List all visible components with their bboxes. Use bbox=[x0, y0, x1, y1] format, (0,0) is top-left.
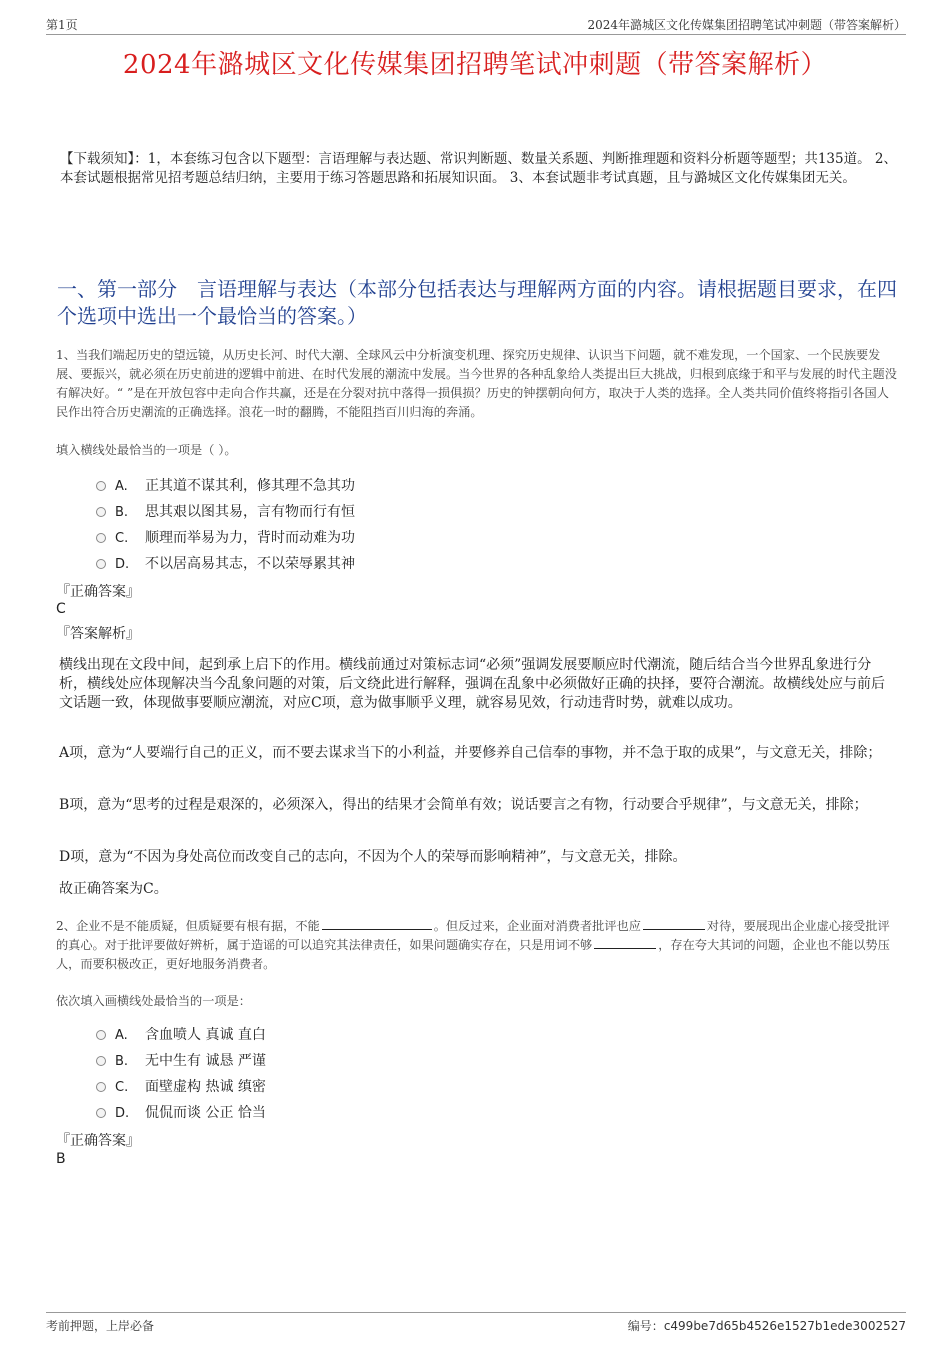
q1-option-b[interactable]: B. 思其艰以图其易，言有物而行有恒 bbox=[96, 499, 355, 525]
q1-analysis-para: 横线出现在文段中间，起到承上启下的作用。横线前通过对策标志词“必须”强调发展要顺应时代潮流，随后结合当今世界乱象进行分析，横线处应体现解决当今乱象问题的对策，后文绕此进行解释，强调在乱象中必须做好正确的抉择，要符合潮流。故横线处应与前后文话题一致，体现做事要顺应潮流，对应C项，意为做事顺乎义理，就容易见效，行动违背时势，就难以成功。 bbox=[59, 657, 885, 711]
page-header bbox=[46, 14, 906, 35]
q1-question: 填入横线处最恰当的一项是（ ）。 bbox=[56, 443, 237, 457]
footer-slogan: 考前押题，上岸必备 bbox=[46, 1319, 155, 1333]
fill-blank[interactable] bbox=[322, 917, 432, 930]
radio-icon[interactable] bbox=[96, 507, 106, 517]
page-number: 第1页 bbox=[46, 18, 78, 32]
header-doc-title: 2024年潞城区文化传媒集团招聘笔试冲刺题（带答案解析） bbox=[587, 18, 906, 32]
page-footer bbox=[46, 1312, 906, 1335]
q2-answer-label: 『正确答案』 bbox=[56, 1133, 140, 1149]
radio-icon[interactable] bbox=[96, 1056, 106, 1066]
q1-analysis-para: 故正确答案为C。 bbox=[59, 881, 168, 897]
radio-icon[interactable] bbox=[96, 1030, 106, 1040]
q1-analysis-para: D项，意为“不因为身处高位而改变自己的志向，不因为个人的荣辱而影响精神”，与文意无关，排除。 bbox=[59, 849, 687, 865]
radio-icon[interactable] bbox=[96, 1108, 106, 1118]
q1-option-a[interactable]: A. 正其道不谋其利，修其理不急其功 bbox=[96, 473, 355, 499]
radio-icon[interactable] bbox=[96, 559, 106, 569]
radio-icon[interactable] bbox=[96, 481, 106, 491]
q2-option-d[interactable]: D. 侃侃而谈 公正 恰当 bbox=[96, 1100, 266, 1126]
fill-blank[interactable] bbox=[594, 936, 656, 949]
q1-option-d[interactable]: D. 不以居高易其志，不以荣辱累其神 bbox=[96, 551, 355, 577]
fill-blank[interactable] bbox=[643, 917, 705, 930]
q1-analysis-para: A项，意为“人要端行自己的正义，而不要去谋求当下的小利益，并要修养自己信奉的事物，并不急于取的成果”，与文意无关，排除； bbox=[59, 745, 882, 761]
q1-answer: C bbox=[56, 601, 66, 617]
q1-answer-label: 『正确答案』 bbox=[56, 584, 140, 600]
footer-code: 编号：c499be7d65b4526e1527b1ede3002527 bbox=[627, 1319, 906, 1333]
q2-answer: B bbox=[56, 1151, 66, 1167]
page-title: 2024年潞城区文化传媒集团招聘笔试冲刺题（带答案解析） bbox=[122, 50, 828, 80]
q1-analysis-para: B项，意为“思考的过程是艰深的，必须深入，得出的结果才会简单有效；说话要言之有物，行动要合乎规律”，与文意无关，排除； bbox=[59, 797, 868, 813]
section-heading: 一、第一部分 言语理解与表达（本部分包括表达与理解两方面的内容。请根据题目要求，在四个选项中选出一个最恰当的答案。） bbox=[57, 277, 897, 328]
q2-option-c[interactable]: C. 面壁虚构 热诚 缜密 bbox=[96, 1074, 266, 1100]
q1-analysis-label: 『答案解析』 bbox=[56, 626, 140, 642]
q2-passage: 2、企业不是不能质疑，但质疑要有根有据，不能 。但反过来，企业面对消费者批评也应 对待，要展现出企业虚心接受批评的真心。对于批评要做好辨析，属于造谣的可以追究其法律责任，如果问题确实存在，只是用词不够 ，存在夸大其词的问题，企业也不能以势压人，而要积极改正，更好地服务消费者。 bbox=[56, 919, 890, 971]
q2-options bbox=[96, 1022, 266, 1126]
q2-option-b[interactable]: B. 无中生有 诚恳 严谨 bbox=[96, 1048, 266, 1074]
radio-icon[interactable] bbox=[96, 1082, 106, 1092]
q1-passage: 1、当我们端起历史的望远镜，从历史长河、时代大潮、全球风云中分析演变机理、探究历史规律、认识当下问题，就不难发现，一个国家、一个民族要发展、要振兴，就必须在历史前进的逻辑中前进、在时代发展的潮流中发展。当今世界的各种乱象给人类提出巨大挑战，归根到底缘于和平与发展的时代主题没有解决好。“ ”是在开放包容中走向合作共赢，还是在分裂对抗中落得一损俱损？历史的钟摆朝向何方，取决于人类的选择。全人类共同价值终将指引各国人民作出符合历史潮流的正确选择。浪花一时的翻腾，不能阻挡百川归海的奔涌。 bbox=[56, 348, 897, 419]
q1-option-c[interactable]: C. 顺理而举易为力，背时而动难为功 bbox=[96, 525, 355, 551]
q2-question: 依次填入画横线处最恰当的一项是： bbox=[56, 994, 251, 1008]
download-notice: 【下载须知】：1，本套练习包含以下题型：言语理解与表达题、常识判断题、数量关系题、判断推理题和资料分析题等题型；共135道。 2、本套试题根据常见招考题总结归纳，主要用于练习答题思路和拓展知识面。 3、本套试题非考试真题，且与潞城区文化传媒集团无关。 bbox=[60, 151, 897, 186]
q2-option-a[interactable]: A. 含血喷人 真诚 直白 bbox=[96, 1022, 266, 1048]
q1-options bbox=[96, 473, 355, 577]
radio-icon[interactable] bbox=[96, 533, 106, 543]
